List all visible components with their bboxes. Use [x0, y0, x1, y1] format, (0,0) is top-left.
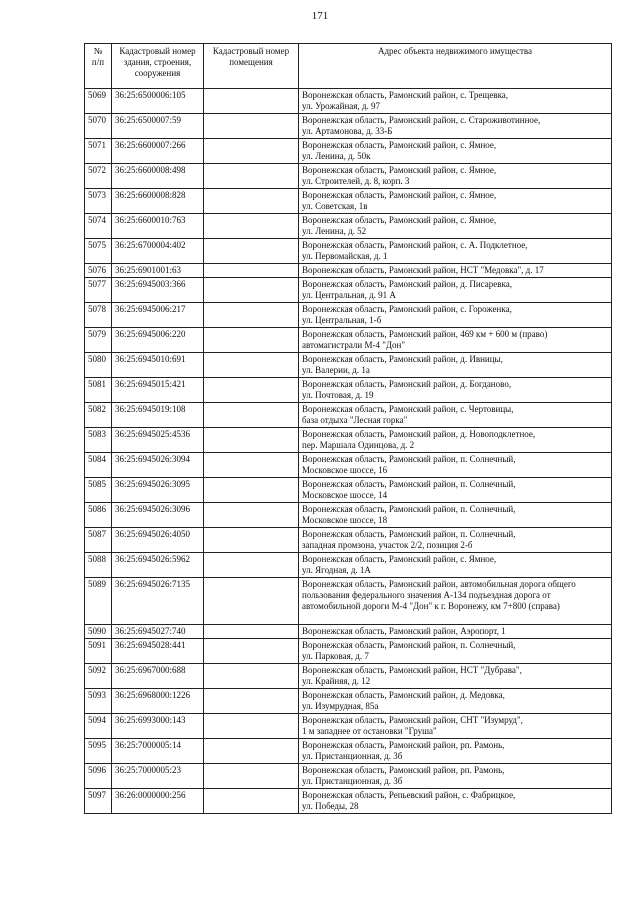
- table-row: [85, 139, 612, 164]
- table-row: [85, 239, 612, 264]
- building-cadastral-number: 36:25:6993000:143: [112, 714, 204, 739]
- premises-cadastral-number: [204, 739, 299, 764]
- property-address: Воронежская область, Рамонский район, п. Солнечный, Московское шоссе, 16: [299, 453, 612, 478]
- premises-cadastral-number: [204, 764, 299, 789]
- table-row: [85, 789, 612, 814]
- premises-cadastral-number: [204, 453, 299, 478]
- building-cadastral-number: 36:25:6945026:4050: [112, 528, 204, 553]
- premises-cadastral-number: [204, 403, 299, 428]
- header-address: Адрес объекта недвижимого имущества: [299, 44, 612, 89]
- property-address: Воронежская область, Рамонский район, с. А. Подклетное, ул. Первомайская, д. 1: [299, 239, 612, 264]
- row-number: 5082: [85, 403, 112, 428]
- premises-cadastral-number: [204, 378, 299, 403]
- property-address: Воронежская область, Рамонский район, с. Гороженка, ул. Центральная, 1-б: [299, 303, 612, 328]
- row-number: 5078: [85, 303, 112, 328]
- table-row: [85, 639, 612, 664]
- table-row: [85, 353, 612, 378]
- building-cadastral-number: 36:25:6968000:1226: [112, 689, 204, 714]
- property-address: Воронежская область, Рамонский район, с. Ямное, ул. Ленина, д. 50к: [299, 139, 612, 164]
- table-row: [85, 503, 612, 528]
- table-row: [85, 189, 612, 214]
- building-cadastral-number: 36:25:6600010:763: [112, 214, 204, 239]
- building-cadastral-number: 36:25:6945026:3094: [112, 453, 204, 478]
- table-body: [85, 89, 612, 814]
- table-row: [85, 278, 612, 303]
- property-address: Воронежская область, Рамонский район, Аэропорт, 1: [299, 625, 612, 639]
- property-address: Воронежская область, Рамонский район, д. Писаревка, ул. Центральная, д. 91 А: [299, 278, 612, 303]
- row-number: 5083: [85, 428, 112, 453]
- table-row: [85, 378, 612, 403]
- row-number: 5095: [85, 739, 112, 764]
- table-row: [85, 403, 612, 428]
- table-row: [85, 553, 612, 578]
- row-number: 5091: [85, 639, 112, 664]
- table-row: [85, 303, 612, 328]
- building-cadastral-number: 36:25:6945026:3096: [112, 503, 204, 528]
- building-cadastral-number: 36:25:6967000:688: [112, 664, 204, 689]
- property-address: Воронежская область, Рамонский район, д. Медовка, ул. Изумрудная, 85а: [299, 689, 612, 714]
- premises-cadastral-number: [204, 503, 299, 528]
- property-address: Воронежская область, Рамонский район, д. Богданово, ул. Почтовая, д. 19: [299, 378, 612, 403]
- building-cadastral-number: 36:25:6945027:740: [112, 625, 204, 639]
- building-cadastral-number: 36:25:6945026:5962: [112, 553, 204, 578]
- property-address: Воронежская область, Рамонский район, НСТ "Дубрава", ул. Крайняя, д. 12: [299, 664, 612, 689]
- premises-cadastral-number: [204, 478, 299, 503]
- table-row: [85, 328, 612, 353]
- row-number: 5070: [85, 114, 112, 139]
- property-address: Воронежская область, Рамонский район, рп. Рамонь, ул. Пристанционная, д. 3б: [299, 739, 612, 764]
- row-number: 5081: [85, 378, 112, 403]
- table-row: [85, 714, 612, 739]
- property-address: Воронежская область, Репьевский район, с. Фабрицкое, ул. Победы, 28: [299, 789, 612, 814]
- property-address: Воронежская область, Рамонский район, НСТ "Медовка", д. 17: [299, 264, 612, 278]
- property-address: Воронежская область, Рамонский район, автомобильная дорога общего пользования федерального значения А-134 подъездная дорога от автомобильной дороги М-4 "Дон" к г. Воронежу, км 7+800 (справа): [299, 578, 612, 625]
- building-cadastral-number: 36:25:6945006:220: [112, 328, 204, 353]
- row-number: 5085: [85, 478, 112, 503]
- building-cadastral-number: 36:25:6500006:105: [112, 89, 204, 114]
- premises-cadastral-number: [204, 353, 299, 378]
- row-number: 5072: [85, 164, 112, 189]
- table-row: [85, 528, 612, 553]
- table-row: [85, 739, 612, 764]
- building-cadastral-number: 36:26:0000000:256: [112, 789, 204, 814]
- property-address: Воронежская область, Рамонский район, с. Чертовицы, база отдыха "Лесная горка": [299, 403, 612, 428]
- row-number: 5069: [85, 89, 112, 114]
- table-row: [85, 664, 612, 689]
- building-cadastral-number: 36:25:6945019:108: [112, 403, 204, 428]
- property-address: Воронежская область, Рамонский район, 469 км + 600 м (право) автомагистрали М-4 "Дон": [299, 328, 612, 353]
- premises-cadastral-number: [204, 689, 299, 714]
- row-number: 5075: [85, 239, 112, 264]
- premises-cadastral-number: [204, 639, 299, 664]
- row-number: 5094: [85, 714, 112, 739]
- property-address: Воронежская область, Рамонский район, рп. Рамонь, ул. Пристанционная, д. 3б: [299, 764, 612, 789]
- premises-cadastral-number: [204, 139, 299, 164]
- building-cadastral-number: 36:25:7000005:23: [112, 764, 204, 789]
- property-address: Воронежская область, Рамонский район, СНТ "Изумруд", 1 м западнее от остановки "Груша": [299, 714, 612, 739]
- premises-cadastral-number: [204, 328, 299, 353]
- premises-cadastral-number: [204, 528, 299, 553]
- table-row: [85, 264, 612, 278]
- building-cadastral-number: 36:25:6600007:266: [112, 139, 204, 164]
- row-number: 5093: [85, 689, 112, 714]
- row-number: 5074: [85, 214, 112, 239]
- table-row: [85, 89, 612, 114]
- table-row: [85, 478, 612, 503]
- property-address: Воронежская область, Рамонский район, с. Староживотинное, ул. Артамонова, д. 33-Б: [299, 114, 612, 139]
- row-number: 5084: [85, 453, 112, 478]
- premises-cadastral-number: [204, 164, 299, 189]
- building-cadastral-number: 36:25:6901001:63: [112, 264, 204, 278]
- table-header-row: [85, 44, 612, 89]
- property-registry-table: [84, 43, 612, 814]
- property-address: Воронежская область, Рамонский район, д. Новоподклетное, пер. Маршала Одинцова, д. 2: [299, 428, 612, 453]
- property-address: Воронежская область, Рамонский район, с. Ямное, ул. Ягодная, д. 1А: [299, 553, 612, 578]
- row-number: 5073: [85, 189, 112, 214]
- property-address: Воронежская область, Рамонский район, п. Солнечный, западная промзона, участок 2/2, позиция 2-б: [299, 528, 612, 553]
- row-number: 5090: [85, 625, 112, 639]
- property-address: Воронежская область, Рамонский район, с. Ямное, ул. Строителей, д. 8, корп. 3: [299, 164, 612, 189]
- building-cadastral-number: 36:25:6945003:366: [112, 278, 204, 303]
- building-cadastral-number: 36:25:7000005:14: [112, 739, 204, 764]
- premises-cadastral-number: [204, 428, 299, 453]
- building-cadastral-number: 36:25:6600008:498: [112, 164, 204, 189]
- property-address: Воронежская область, Рамонский район, п. Солнечный, ул. Парковая, д. 7: [299, 639, 612, 664]
- property-address: Воронежская область, Рамонский район, д. Ивницы, ул. Валерии, д. 1а: [299, 353, 612, 378]
- table-row: [85, 164, 612, 189]
- building-cadastral-number: 36:25:6500007:59: [112, 114, 204, 139]
- row-number: 5087: [85, 528, 112, 553]
- building-cadastral-number: 36:25:6945028:441: [112, 639, 204, 664]
- row-number: 5071: [85, 139, 112, 164]
- property-address: Воронежская область, Рамонский район, с. Ямное, ул. Советская, 1в: [299, 189, 612, 214]
- table-row: [85, 428, 612, 453]
- property-address: Воронежская область, Рамонский район, с. Ямное, ул. Ленина, д. 52: [299, 214, 612, 239]
- premises-cadastral-number: [204, 303, 299, 328]
- premises-cadastral-number: [204, 239, 299, 264]
- table-row: [85, 214, 612, 239]
- building-cadastral-number: 36:25:6945010:691: [112, 353, 204, 378]
- building-cadastral-number: 36:25:6945006:217: [112, 303, 204, 328]
- header-number: № п/п: [85, 44, 112, 89]
- row-number: 5079: [85, 328, 112, 353]
- premises-cadastral-number: [204, 664, 299, 689]
- table-row: [85, 689, 612, 714]
- premises-cadastral-number: [204, 714, 299, 739]
- premises-cadastral-number: [204, 789, 299, 814]
- row-number: 5089: [85, 578, 112, 625]
- table-row: [85, 114, 612, 139]
- building-cadastral-number: 36:25:6945015:421: [112, 378, 204, 403]
- header-building-cadastral: Кадастровый номер здания, строения, сооружения: [112, 44, 204, 89]
- building-cadastral-number: 36:25:6945025:4536: [112, 428, 204, 453]
- premises-cadastral-number: [204, 625, 299, 639]
- building-cadastral-number: 36:25:6945026:3095: [112, 478, 204, 503]
- row-number: 5092: [85, 664, 112, 689]
- table-row: [85, 578, 612, 625]
- building-cadastral-number: 36:25:6945026:7135: [112, 578, 204, 625]
- premises-cadastral-number: [204, 278, 299, 303]
- row-number: 5097: [85, 789, 112, 814]
- row-number: 5088: [85, 553, 112, 578]
- table-row: [85, 625, 612, 639]
- premises-cadastral-number: [204, 214, 299, 239]
- header-premises-cadastral: Кадастровый номер помещения: [204, 44, 299, 89]
- premises-cadastral-number: [204, 189, 299, 214]
- premises-cadastral-number: [204, 114, 299, 139]
- row-number: 5080: [85, 353, 112, 378]
- building-cadastral-number: 36:25:6700004:402: [112, 239, 204, 264]
- premises-cadastral-number: [204, 264, 299, 278]
- table-row: [85, 764, 612, 789]
- table-row: [85, 453, 612, 478]
- premises-cadastral-number: [204, 553, 299, 578]
- page-number: 171: [311, 10, 329, 22]
- row-number: 5076: [85, 264, 112, 278]
- premises-cadastral-number: [204, 89, 299, 114]
- row-number: 5077: [85, 278, 112, 303]
- premises-cadastral-number: [204, 578, 299, 625]
- building-cadastral-number: 36:25:6600008:828: [112, 189, 204, 214]
- row-number: 5086: [85, 503, 112, 528]
- property-address: Воронежская область, Рамонский район, п. Солнечный, Московское шоссе, 14: [299, 478, 612, 503]
- row-number: 5096: [85, 764, 112, 789]
- property-address: Воронежская область, Рамонский район, п. Солнечный, Московское шоссе, 18: [299, 503, 612, 528]
- property-address: Воронежская область, Рамонский район, с. Трещевка, ул. Урожайная, д. 97: [299, 89, 612, 114]
